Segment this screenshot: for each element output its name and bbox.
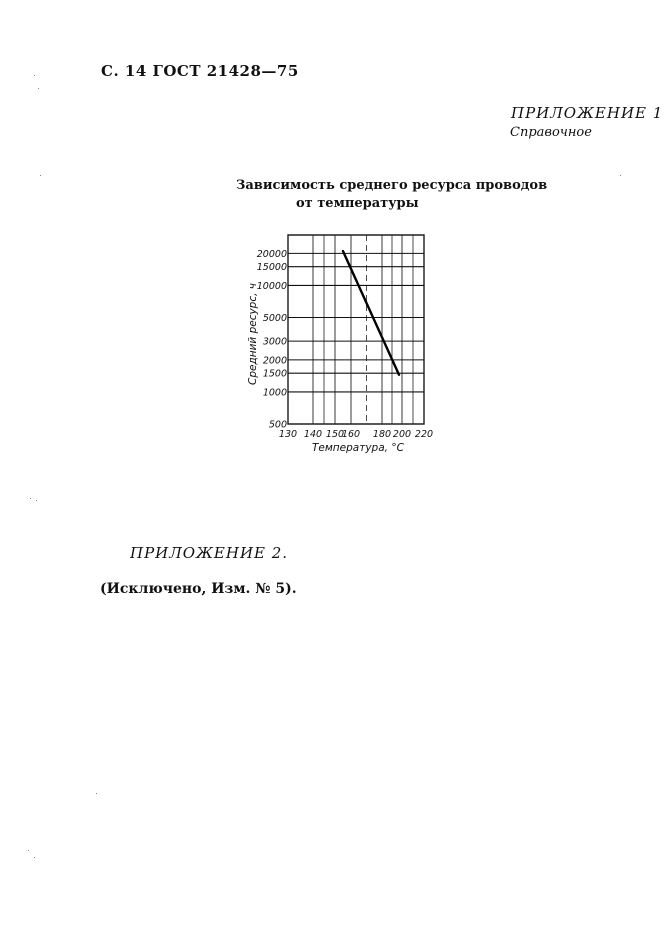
scan-speck (28, 850, 29, 851)
x-axis-label: Температура, °С (312, 442, 404, 454)
y-tick-label: 1500 (262, 368, 287, 380)
x-tick-label: 130 (278, 429, 298, 440)
scan-speck (96, 793, 97, 794)
scan-speck (36, 500, 37, 501)
appendix-2-text: (Исключено, Изм. № 5). (100, 581, 297, 597)
scan-speck (620, 175, 621, 176)
y-tick-label: 3000 (262, 336, 287, 348)
y-tick-label: 20000 (256, 248, 287, 260)
chart-title: Зависимость среднего ресурса проводов (236, 178, 548, 193)
series-point (398, 374, 400, 376)
appendix-1-subtitle: Справочное (510, 125, 592, 140)
x-tick-label: 160 (341, 429, 361, 440)
chart-title-line2: от температуры (296, 196, 419, 211)
y-tick-label: 1000 (262, 387, 287, 399)
y-tick-label: 500 (268, 419, 287, 431)
x-tick-label: 180 (372, 429, 392, 440)
scan-speck (30, 498, 31, 499)
y-axis-label: Средний ресурс, ч (247, 283, 259, 385)
y-tick-label: 5000 (262, 313, 287, 324)
appendix-2-title: ПРИЛОЖЕНИЕ 2. (130, 544, 289, 562)
x-tick-label: 150 (325, 429, 345, 440)
y-tick-label: 15000 (256, 262, 287, 274)
scan-speck (40, 175, 41, 176)
scan-speck (34, 857, 35, 858)
x-tick-label: 140 (303, 429, 323, 440)
y-tick-label: 2000 (262, 355, 287, 367)
page-header: С. 14 ГОСТ 21428—75 (101, 62, 299, 80)
chart-tick-labels (257, 249, 433, 440)
y-tick-label: 10000 (256, 280, 287, 292)
scan-speck (34, 75, 35, 76)
x-tick-label: 220 (414, 429, 434, 440)
appendix-1-title: ПРИЛОЖЕНИЕ 1 (511, 104, 664, 122)
x-tick-label: 200 (392, 429, 412, 440)
series-point (342, 250, 344, 252)
scan-speck (38, 88, 39, 89)
chart-grid (288, 235, 424, 424)
plot-frame (288, 235, 424, 424)
